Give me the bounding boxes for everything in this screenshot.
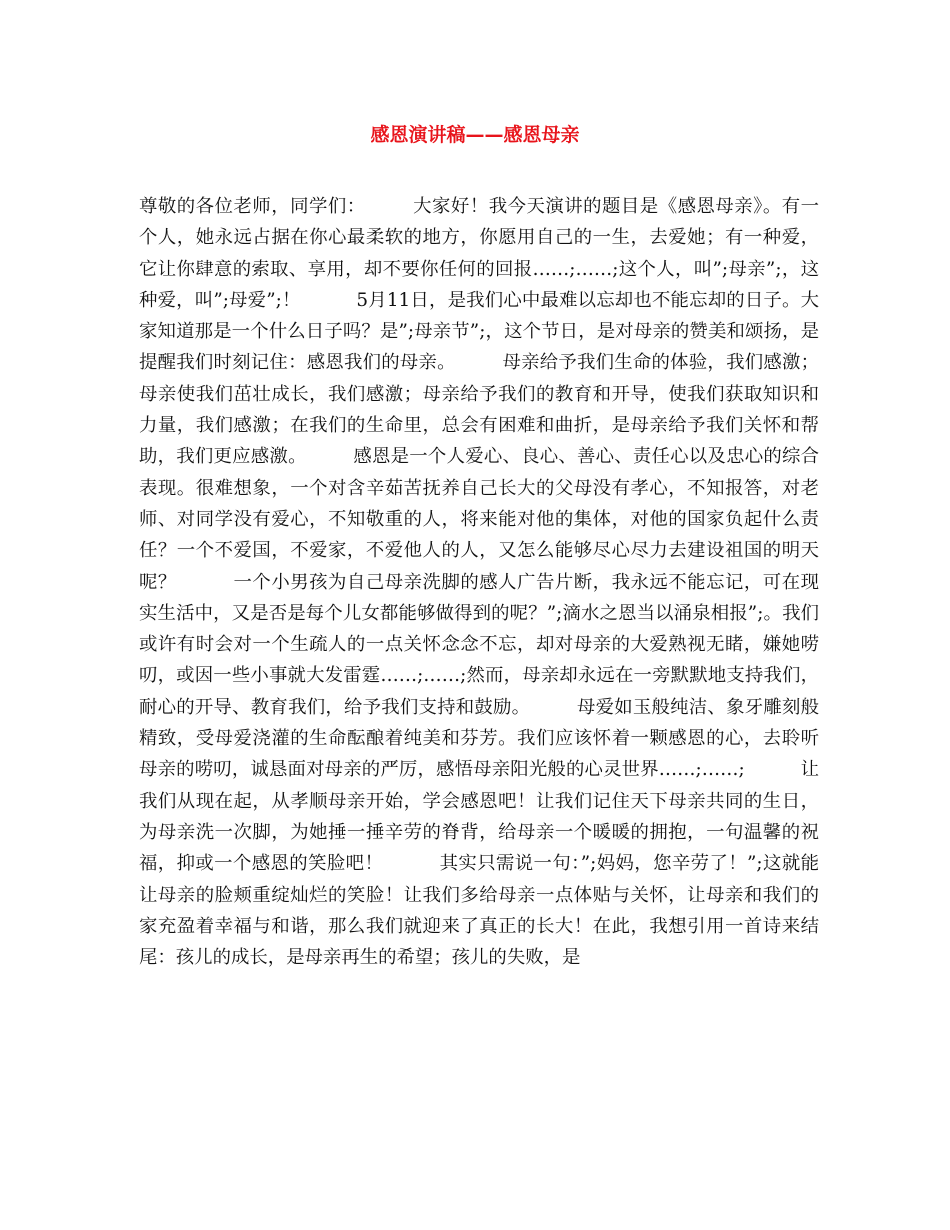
document-title: 感恩演讲稿——感恩母亲 [370,124,580,146]
speech-body-text: 尊敬的各位老师，同学们： 大家好！我今天演讲的题目是《感恩母亲》。有一个人，她永远占据在你心最柔软的地方，你愿用自己的一生，去爱她；有一种爱，它让你肆意的索取、享用，却不要你任何的回报……;……;这个人，叫”;母亲”;，这种爱，叫”;母爱”;！ 5月11日，是我们心中最难以忘却也不能忘却的日子。大家知道那是一个什么日子吗？是”;母亲节”;，这个节日，是对母亲的赞美和颂扬，是提醒我们时刻记住：感恩我们的母亲。 母亲给予我们生命的体验，我们感激；母亲使我们茁壮成长，我们感激；母亲给予我们的教育和开导，使我们获取知识和力量，我们感激；在我们的生命里，总会有困难和曲折，是母亲给予我们关怀和帮助，我们更应感激。 感恩是一个人爱心、良心、善心、责任心以及忠心的综合表现。很难想象，一个对含辛茹苦抚养自己长大的父母没有孝心，不知报答，对老师、对同学没有爱心，不知敬重的人，将来能对他的集体，对他的国家负起什么责任？一个不爱国，不爱家，不爱他人的人，又怎么能够尽心尽力去建设祖国的明天呢？ 一个小男孩为自己母亲洗脚的感人广告片断，我永远不能忘记，可在现实生活中，又是否是每个儿女都能够做得到的呢？”;滴水之恩当以涌泉相报”;。我们或许有时会对一个生疏人的一点关怀念念不忘，却对母亲的大爱熟视无睹，嫌她唠叨，或因一些小事就大发雷霆……;……;然而，母亲却永远在一旁默默地支持我们，耐心的开导、教育我们，给予我们支持和鼓励。 母爱如玉般纯洁、象牙雕刻般精致，受母爱浇灌的生命酝酿着纯美和芬芳。我们应该怀着一颗感恩的心，去聆听母亲的唠叨，诚恳面对母亲的严厉，感悟母亲阳光般的心灵世界……;……; 让我们从现在起，从孝顺母亲开始，学会感恩吧！让我们记住天下母亲共同的生日，为母亲洗一次脚，为她捶一捶辛劳的脊背，给母亲一个暖暖的拥抱，一句温馨的祝福，抑或一个感恩的笑脸吧！ 其实只需说一句：”;妈妈，您辛劳了！”;这就能让母亲的脸颊重绽灿烂的笑脸！让我们多给母亲一点体贴与关怀，让母亲和我们的家充盈着幸福与和谐，那么我们就迎来了真正的长大！在此，我想引用一首诗来结尾：孩儿的成长，是母亲再生的希望；孩儿的失败，是 [139,196,819,969]
